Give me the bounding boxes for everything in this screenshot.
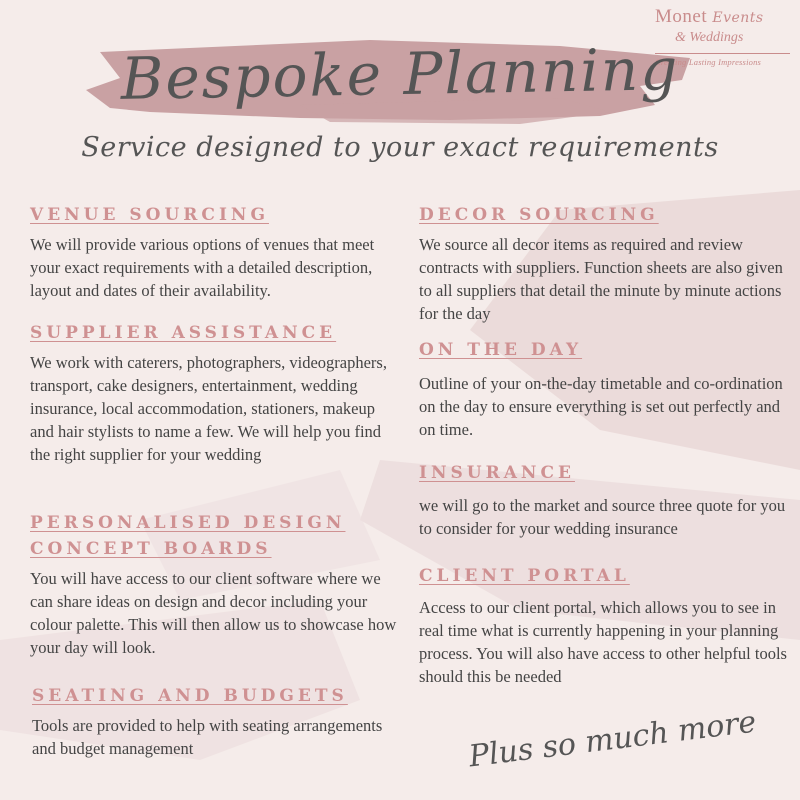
section-venue-sourcing [30, 202, 400, 302]
section-on-the-day [419, 337, 789, 441]
section-body: We will provide various options of venues that meet your exact requirements with a detailed description, layout and dates of their availability. [30, 235, 375, 300]
section-heading: INSURANCE [419, 463, 575, 483]
section-supplier-assistance [30, 320, 400, 466]
section-heading-line1: PERSONALISED DESIGN [30, 513, 346, 533]
section-insurance [419, 460, 789, 540]
section-body: Tools are provided to help with seating arrangements and budget management [32, 716, 383, 758]
brand-tagline: Creating Lasting Impressions [655, 57, 762, 67]
brand-subname: & Weddings [675, 30, 744, 45]
section-client-portal [419, 563, 789, 688]
section-body: We source all decor items as required and review contracts with suppliers. Function sheets are also given to all suppliers that detail the minute by minute actions for the day [419, 235, 783, 323]
section-heading: SUPPLIER ASSISTANCE [30, 323, 337, 343]
section-seating-budgets [32, 683, 402, 760]
section-heading: DECOR SOURCING [419, 205, 659, 225]
section-body: Access to our client portal, which allows you to see in real time what is currently happening in your planning process. You will also have access to other helpful tools should this be needed [419, 598, 787, 686]
footer-tagline: Plus so much more [466, 704, 759, 775]
section-body: Outline of your on-the-day timetable and co-ordination on the day to ensure everything is set out perfectly and on time. [419, 374, 783, 439]
section-heading-line2: CONCEPT BOARDS [30, 539, 272, 559]
page-title: Bespoke Planning [120, 35, 680, 113]
section-body: we will go to the market and source three quote for you to consider for your wedding insurance [419, 496, 786, 538]
section-decor-sourcing [419, 202, 789, 325]
page-subtitle: Service designed to your exact requirements [81, 132, 719, 163]
section-heading: VENUE SOURCING [30, 205, 269, 225]
section-heading: ON THE DAY [419, 340, 583, 360]
brand-name: Monet Events [655, 6, 764, 27]
section-body: You will have access to our client software where we can share ideas on design and decor including your colour palette. This will then allow us to showcase how your day will look. [30, 569, 397, 657]
section-heading: CLIENT PORTAL [419, 566, 630, 586]
section-personalised-design [30, 510, 400, 659]
section-body: We work with caterers, photographers, videographers, transport, cake designers, entertainment, wedding insurance, local accommodation, stationers, makeup and hair stylists to name a few. We will help you find the right supplier for your wedding [30, 353, 387, 464]
section-heading: SEATING AND BUDGETS [32, 686, 348, 706]
